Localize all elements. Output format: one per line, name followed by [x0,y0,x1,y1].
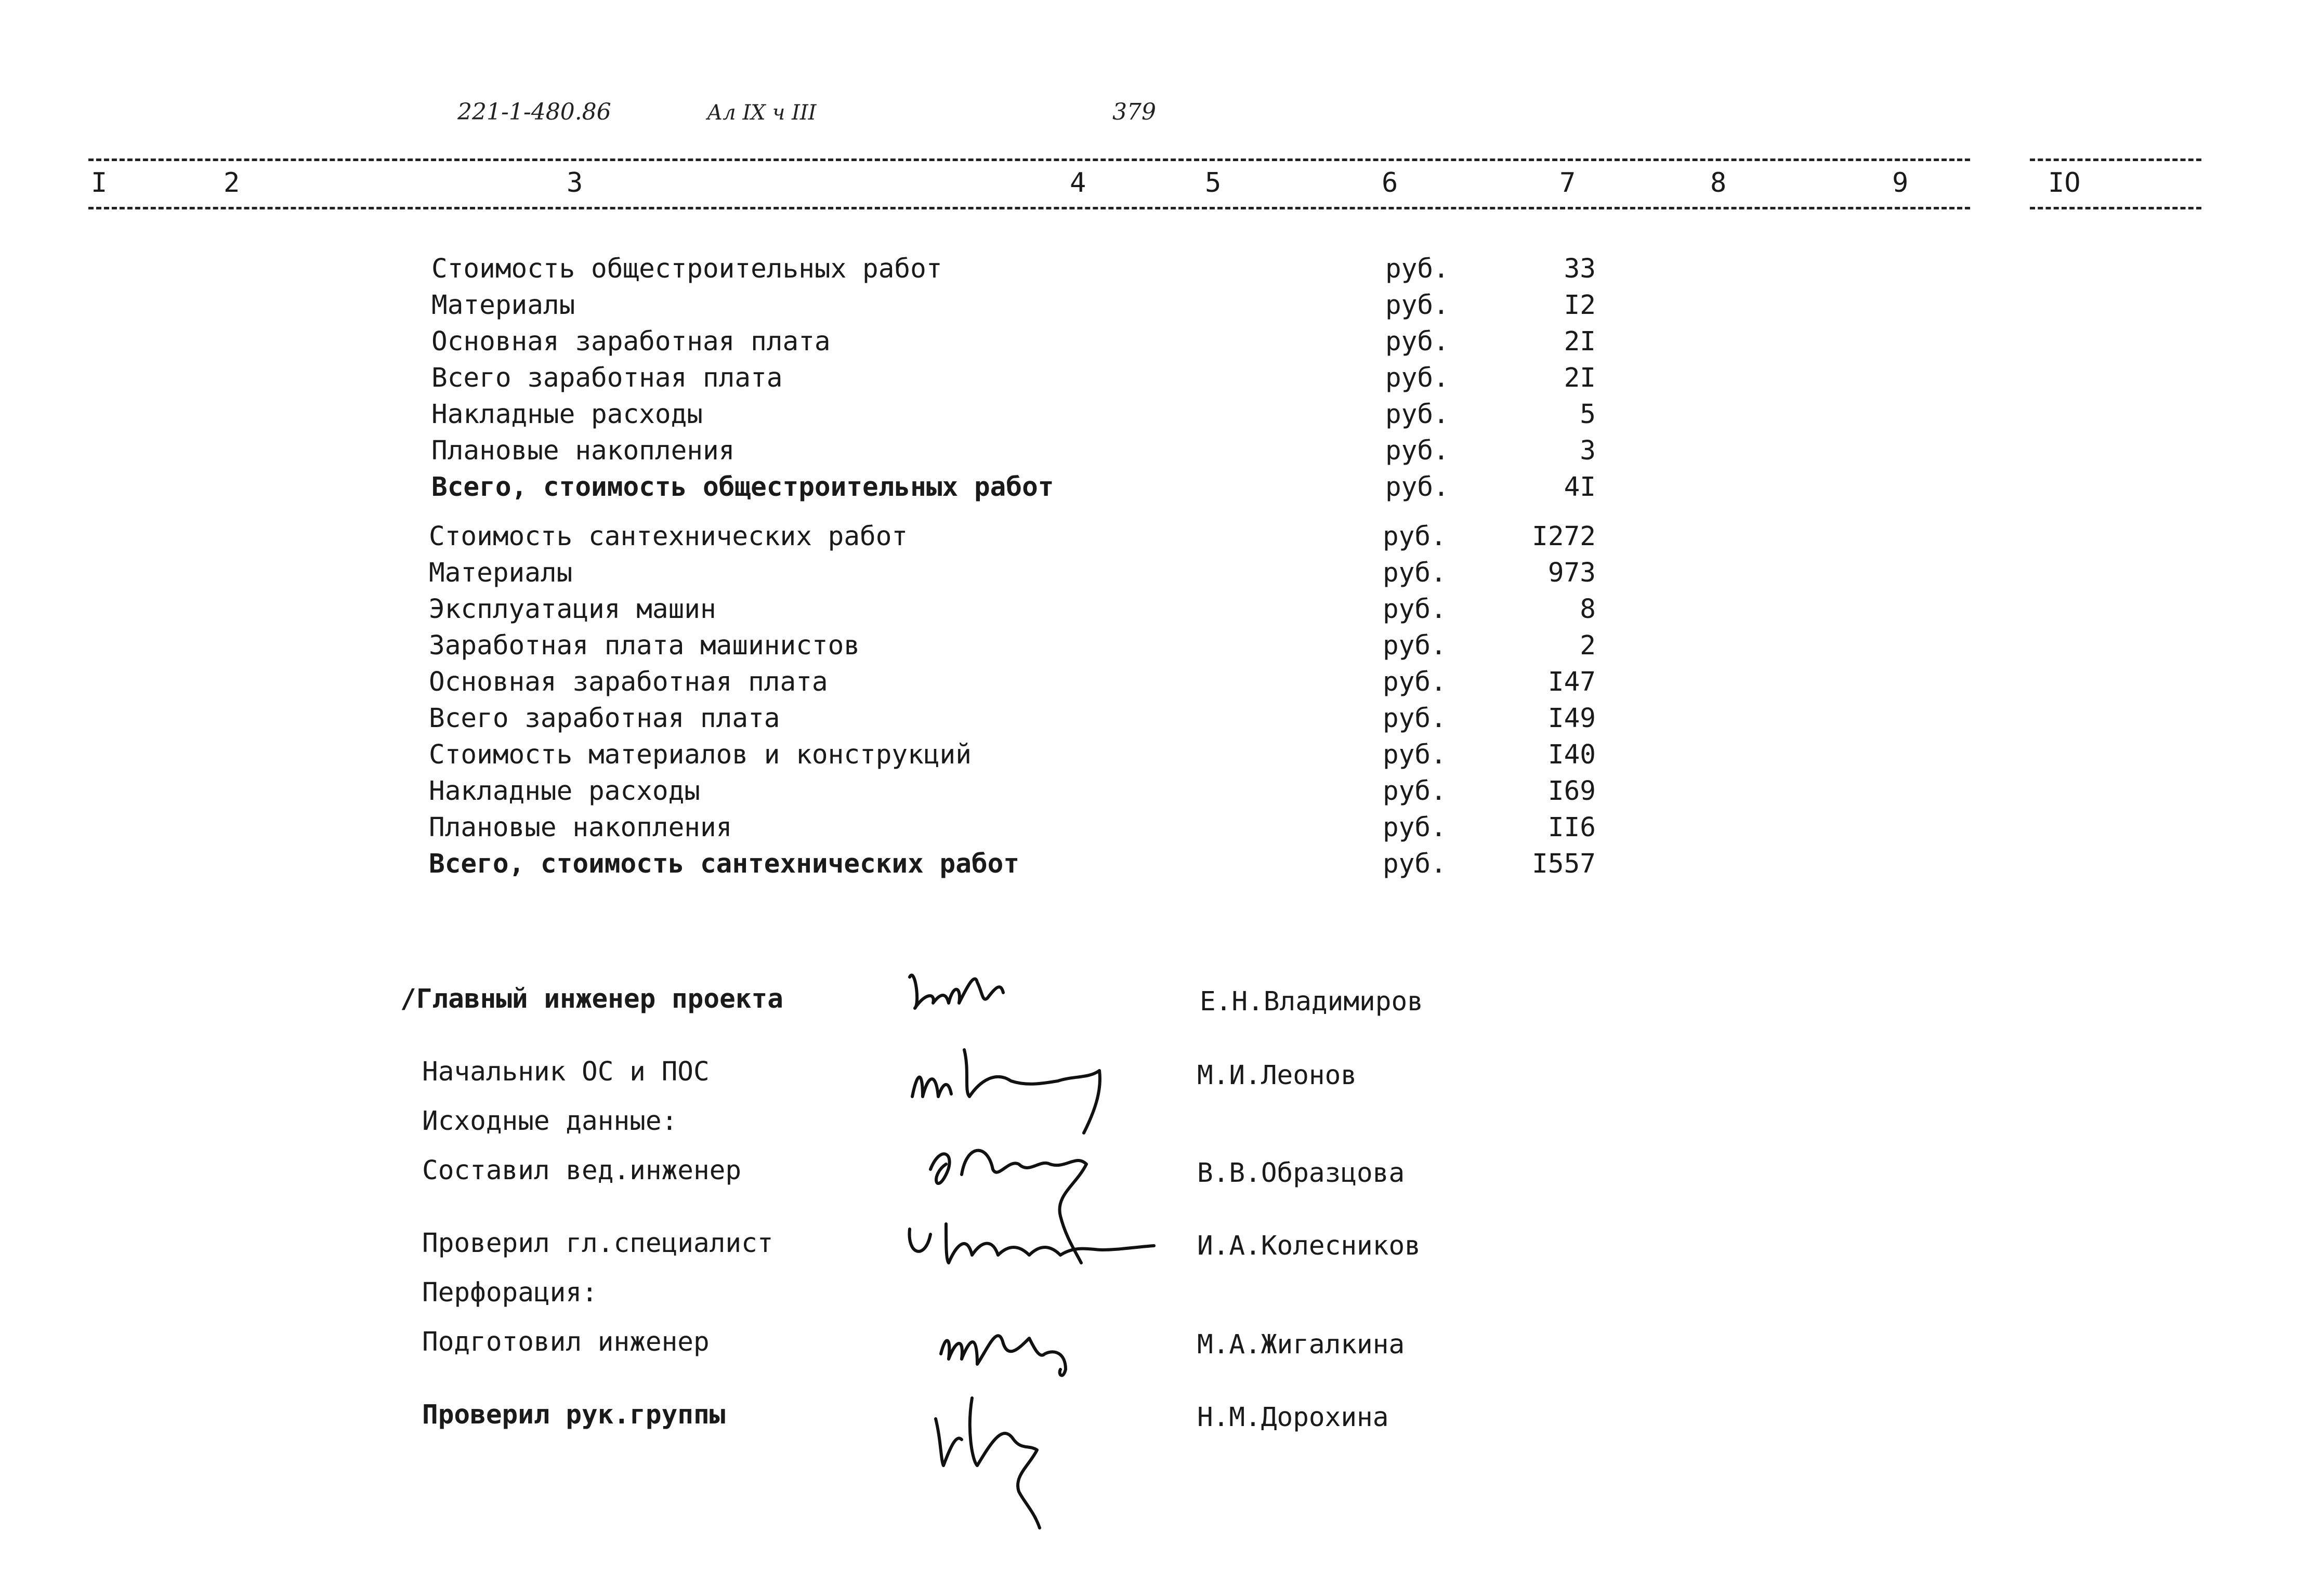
row-value-total: I557 [1532,849,1596,879]
row-label: Материалы [431,290,575,321]
signature-label-compiled-by: Составил вед.инженер [422,1155,742,1186]
signature-label-head-os-pos: Начальник ОС и ПОС [422,1057,710,1087]
row-label: Всего заработная плата [431,363,783,393]
row-unit: руб. [1385,472,1449,503]
column-number-1: I [91,167,108,199]
row-value: I49 [1547,703,1596,734]
row-unit: руб. [1383,630,1447,661]
column-number-8: 8 [1710,167,1727,199]
row-label: Заработная плата машинистов [429,630,860,661]
row-unit: руб. [1385,436,1449,466]
header-top-rule-right [2030,159,2201,161]
header-bottom-rule-right [2030,207,2201,209]
signature-scribble-chief-engineer [904,961,1008,1019]
row-label: Стоимость сантехнических работ [429,521,908,552]
row-value: I47 [1547,667,1596,697]
row-label: Плановые накопления [429,812,732,843]
signature-scribble-head-os-pos [907,1039,1125,1138]
signature-scribble-checked-group-lead [925,1377,1071,1533]
row-unit: руб. [1383,521,1447,552]
row-label: Накладные расходы [429,776,700,807]
row-label: Материалы [429,558,573,588]
row-unit: руб. [1383,812,1447,843]
document-code: 221-1-480.86 [457,99,611,125]
row-unit: руб. [1383,703,1447,734]
row-unit: руб. [1385,363,1449,393]
row-unit: руб. [1383,558,1447,588]
header-top-rule [88,159,1970,161]
column-number-9: 9 [1892,167,1909,199]
signature-name-prepared-by: М.А.Жигалкина [1197,1329,1405,1360]
row-label: Накладные расходы [431,399,703,430]
row-value: 33 [1564,254,1596,284]
row-value-total: 4I [1564,472,1596,503]
column-number-5: 5 [1205,167,1222,199]
row-label-total: Всего, стоимость общестроительных работ [431,472,1054,503]
signature-label-chief-engineer: /Главный инженер проекта [400,984,783,1014]
column-number-4: 4 [1070,167,1086,199]
row-unit: руб. [1385,326,1449,357]
row-label: Стоимость материалов и конструкций [429,740,972,770]
row-label-total: Всего, стоимость сантехнических работ [429,849,1020,879]
row-unit: руб. [1385,290,1449,321]
row-unit: руб. [1385,399,1449,430]
row-value: 2I [1564,326,1596,357]
row-unit: руб. [1383,849,1447,879]
row-label: Основная заработная плата [431,326,831,357]
column-number-7: 7 [1559,167,1576,199]
album-reference: Ал IX ч III [707,101,817,125]
row-value: 8 [1580,594,1596,625]
source-data-heading: Исходные данные: [422,1106,678,1137]
row-label: Всего заработная плата [429,703,780,734]
row-value: I2 [1564,290,1596,321]
signature-scribble-prepared-by [936,1317,1081,1385]
row-value: 2 [1580,630,1596,661]
signature-label-prepared-by: Подготовил инженер [422,1327,710,1357]
signature-label-checked-group-lead: Проверил рук.группы [422,1400,726,1430]
row-unit: руб. [1385,254,1449,284]
signature-name-checked-specialist: И.А.Колесников [1197,1231,1421,1261]
row-label: Стоимость общестроительных работ [431,254,942,284]
column-number-3: 3 [567,167,583,199]
column-number-10: IO [2048,167,2081,199]
row-unit: руб. [1383,594,1447,625]
signature-name-head-os-pos: М.И.Леонов [1197,1060,1357,1091]
signature-name-checked-group-lead: Н.М.Дорохина [1197,1402,1389,1433]
row-value: 3 [1580,436,1596,466]
row-value: I69 [1547,776,1596,807]
row-unit: руб. [1383,776,1447,807]
row-value: I272 [1532,521,1596,552]
row-unit: руб. [1383,667,1447,697]
signature-name-compiled-by: В.В.Образцова [1197,1158,1405,1189]
row-label: Основная заработная плата [429,667,828,697]
signature-name-chief-engineer: Е.Н.Владимиров [1200,986,1423,1017]
row-label: Эксплуатация машин [429,594,716,625]
row-value: II6 [1547,812,1596,843]
page-number: 379 [1112,99,1156,125]
row-label: Плановые накопления [431,436,735,466]
signature-label-checked-specialist: Проверил гл.специалист [422,1228,773,1259]
row-value: I40 [1547,740,1596,770]
row-unit: руб. [1383,740,1447,770]
row-value: 5 [1580,399,1596,430]
column-number-2: 2 [224,167,240,199]
signature-scribble-checked-specialist [904,1214,1164,1271]
perforation-heading: Перфорация: [422,1277,598,1308]
row-value: 2I [1564,363,1596,393]
row-value: 973 [1547,558,1596,588]
header-bottom-rule [88,207,1970,209]
column-number-6: 6 [1382,167,1398,199]
